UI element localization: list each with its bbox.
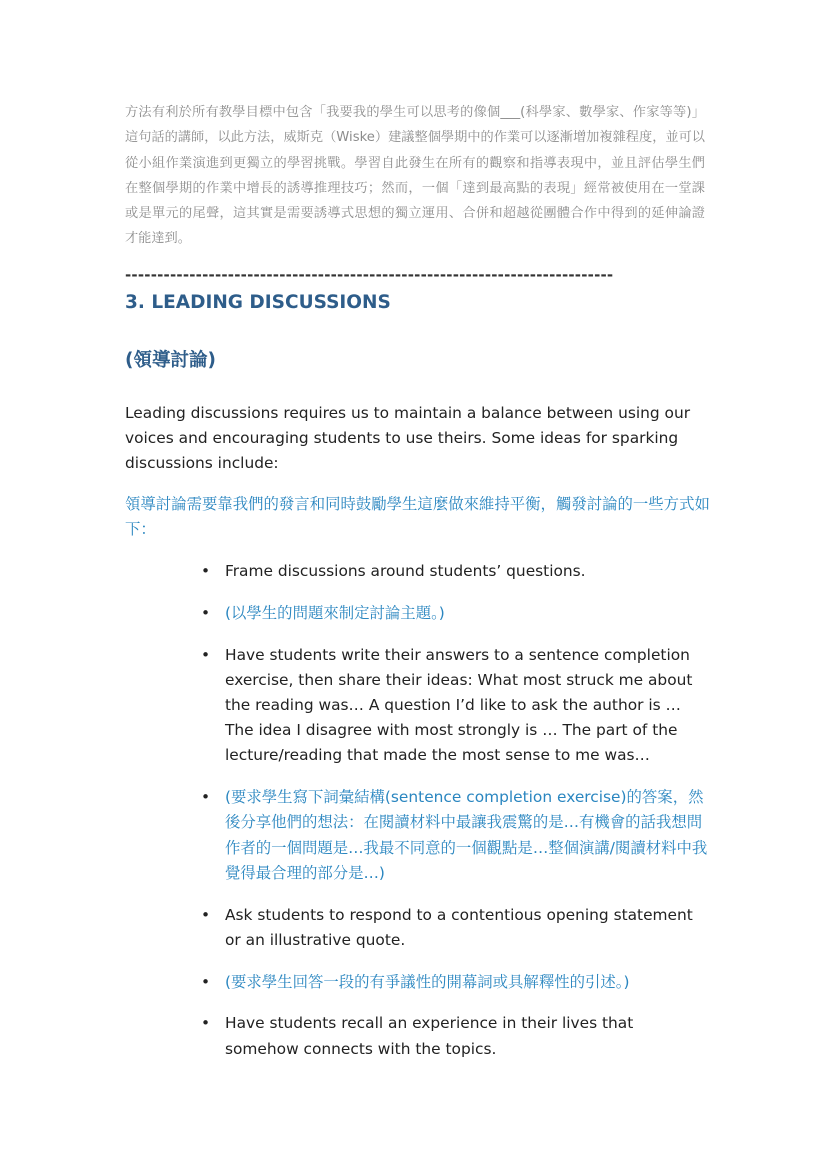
list-item: • (以學生的問題來制定討論主題。) — [225, 601, 710, 626]
list-item: • Frame discussions around students’ questions. — [225, 559, 710, 584]
intro-paragraph-en: Leading discussions requires us to maintain a balance between using our voices and encouraging students to use theirs. Some ideas for sparking discussions include: — [125, 404, 691, 473]
list-item: • (要求學生回答一段的有爭議性的開幕詞或具解釋性的引述。) — [225, 970, 710, 995]
list-item: • (要求學生寫下詞彙結構(sentence completion exercise)的答案，然後分享他們的想法：在閱讀材料中最讓我震驚的是…有機會的話我想問作者的一個問題是…我最不同意的一個觀點是…整個演講/閱讀材料中我覺得最合理的部分是…) — [225, 785, 710, 886]
intro-paragraph: 方法有利於所有教學目標中包含「我要我的學生可以思考的像個___(科學家、數學家、作家等等)」這句話的講師，以此方法，威斯克（Wiske）建議整個學期中的作業可以逐漸增加複雜程度，並可以從小組作業演進到更獨立的學習挑戰。學習自此發生在所有的觀察和指導表現中，並且評估學生們在整個學期的作業中增長的誘導推理技巧；然而，一個「達到最高點的表現」經常被使用在一堂課或是單元的尾聲，這其實是需要誘導式思想的獨立運用、合併和超越從團體合作中得到的延伸論證才能達到。 — [125, 105, 705, 247]
list-item: • Have students write their answers to a sentence completion exercise, then share their ideas: What most struck me about the reading was… A question I’d like to ask the author is … The idea I disagree with most strongly is … The part of the lecture/reading that made the most sense to me was… — [225, 643, 710, 769]
intro-paragraph-zh: 領導討論需要靠我們的發言和同時鼓勵學生這麼做來維持平衡，觸發討論的一些方式如下： — [125, 495, 710, 539]
list-item: • Ask students to respond to a contentious opening statement or an illustrative quote. — [225, 903, 710, 953]
section-title: 3. LEADING DISCUSSIONS — [125, 292, 391, 313]
section-divider: ---------------------------------------------------------------------------- — [125, 266, 614, 284]
discussion-ideas-list — [225, 559, 710, 1078]
section-subtitle: (領導討論) — [125, 350, 216, 371]
list-item: • Have students recall an experience in their lives that somehow connects with the topics. — [225, 1011, 710, 1061]
